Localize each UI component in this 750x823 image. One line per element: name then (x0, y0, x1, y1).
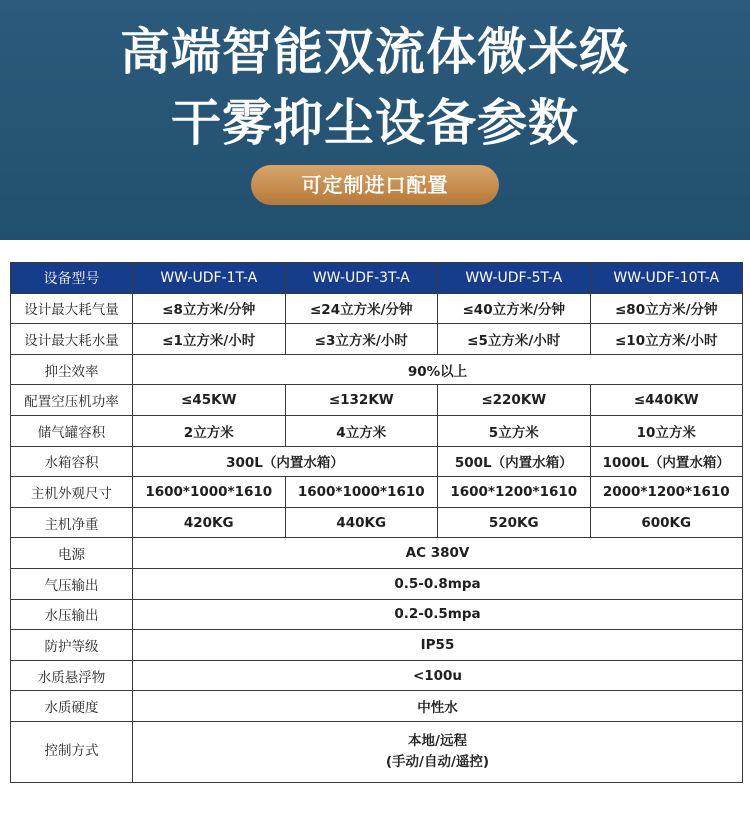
table-header-row (11, 263, 743, 294)
row-label: 主机净重 (11, 507, 133, 538)
table-row (11, 599, 743, 630)
table-cell: 中性水 (133, 691, 743, 722)
table-cell: 500L（内置水箱） (438, 446, 591, 477)
table-cell: ≤440KW (590, 385, 743, 416)
model-header-2: WW-UDF-3T-A (285, 263, 438, 294)
table-cell: 520KG (438, 507, 591, 538)
model-header-3: WW-UDF-5T-A (438, 263, 591, 294)
table-cell: ≤3立方米/小时 (285, 324, 438, 355)
table-cell: 1600*1200*1610 (438, 477, 591, 508)
table-cell (133, 721, 743, 782)
customizable-badge: 可定制进口配置 (251, 165, 499, 205)
table-row (11, 721, 743, 782)
table-cell: IP55 (133, 630, 743, 661)
row-label: 水箱容积 (11, 446, 133, 477)
row-label: 设计最大耗气量 (11, 293, 133, 324)
table-cell: 2立方米 (133, 415, 286, 446)
table-cell: 4立方米 (285, 415, 438, 446)
model-header-4: WW-UDF-10T-A (590, 263, 743, 294)
row-label: 主机外观尺寸 (11, 477, 133, 508)
table-cell: 1600*1000*1610 (285, 477, 438, 508)
table-cell: ≤220KW (438, 385, 591, 416)
header-banner (0, 0, 750, 240)
row-label: 控制方式 (11, 721, 133, 782)
table-row (11, 477, 743, 508)
row-label: 水质悬浮物 (11, 660, 133, 691)
table-cell: 5立方米 (438, 415, 591, 446)
table-cell: 600KG (590, 507, 743, 538)
table-row (11, 568, 743, 599)
table-cell: 2000*1200*1610 (590, 477, 743, 508)
table-cell: 1600*1000*1610 (133, 477, 286, 508)
table-cell: ≤40立方米/分钟 (438, 293, 591, 324)
spec-table (10, 262, 743, 783)
table-cell: 300L（内置水箱） (133, 446, 438, 477)
table-row (11, 446, 743, 477)
row-label: 气压输出 (11, 568, 133, 599)
row-label: 水质硬度 (11, 691, 133, 722)
table-cell: 420KG (133, 507, 286, 538)
table-row (11, 354, 743, 385)
header-label-cell: 设备型号 (11, 263, 133, 294)
control-mode-line1: 本地/远程 (408, 732, 467, 749)
table-cell: ≤45KW (133, 385, 286, 416)
table-cell: 0.2-0.5mpa (133, 599, 743, 630)
model-header-1: WW-UDF-1T-A (133, 263, 286, 294)
row-label: 电源 (11, 538, 133, 569)
table-row (11, 507, 743, 538)
table-cell: 440KG (285, 507, 438, 538)
table-cell: ≤132KW (285, 385, 438, 416)
table-row (11, 660, 743, 691)
row-label: 水压输出 (11, 599, 133, 630)
page-title-line2: 干雾抑尘设备参数 (171, 94, 579, 152)
table-row (11, 691, 743, 722)
table-row (11, 324, 743, 355)
table-cell: 0.5-0.8mpa (133, 568, 743, 599)
row-label: 防护等级 (11, 630, 133, 661)
table-row (11, 630, 743, 661)
table-row (11, 415, 743, 446)
row-label: 配置空压机功率 (11, 385, 133, 416)
table-row (11, 293, 743, 324)
row-label: 设计最大耗水量 (11, 324, 133, 355)
table-cell: ≤24立方米/分钟 (285, 293, 438, 324)
control-mode-line2: (手动/自动/遥控) (385, 753, 490, 770)
table-cell: ≤1立方米/小时 (133, 324, 286, 355)
table-cell: <100u (133, 660, 743, 691)
table-cell: ≤10立方米/小时 (590, 324, 743, 355)
table-cell: 1000L（内置水箱） (590, 446, 743, 477)
table-cell: ≤80立方米/分钟 (590, 293, 743, 324)
table-cell: 90%以上 (133, 354, 743, 385)
table-row (11, 538, 743, 569)
row-label: 抑尘效率 (11, 354, 133, 385)
table-row (11, 385, 743, 416)
table-cell: AC 380V (133, 538, 743, 569)
row-label: 储气罐容积 (11, 415, 133, 446)
table-cell: ≤8立方米/分钟 (133, 293, 286, 324)
table-cell: ≤5立方米/小时 (438, 324, 591, 355)
page-title-line1: 高端智能双流体微米级 (120, 23, 630, 81)
table-cell: 10立方米 (590, 415, 743, 446)
